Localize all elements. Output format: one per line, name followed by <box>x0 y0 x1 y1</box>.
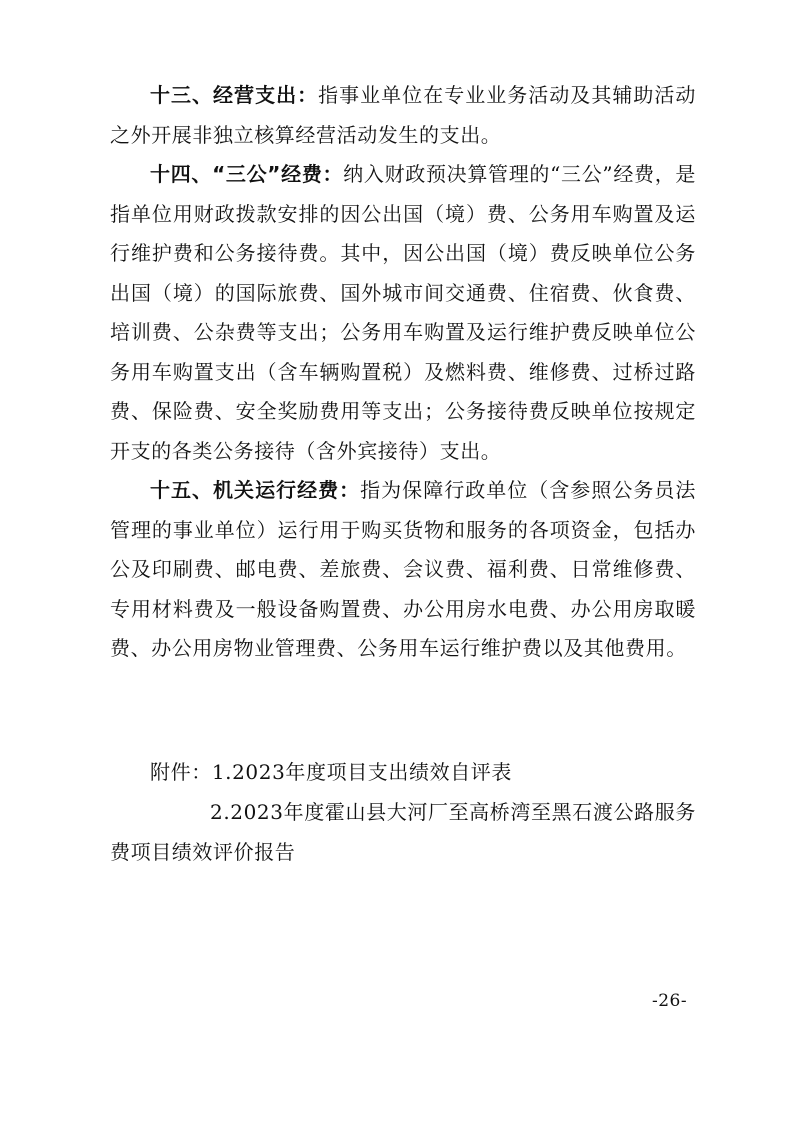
paragraph-three-public-expenses <box>110 155 696 471</box>
paragraph-business-expenditure <box>110 76 696 155</box>
paragraph-body: 指为保障行政单位（含参照公务员法管理的事业单位）运行用于购买货物和服务的各项资金，包括办公及印刷费、邮电费、差旅费、会议费、福利费、日常维修费、专用材料费及一般设备购置费、办公用房水电费、办公用房取暖费、办公用房物业管理费、公务用车运行维护费以及其他费用。 <box>110 478 696 660</box>
paragraph-heading: 十四、“三公”经费： <box>150 162 344 186</box>
paragraph-heading: 十五、机关运行经费： <box>150 478 361 502</box>
attachment-item-1: 1.2023年度项目支出绩效自评表 <box>211 760 512 784</box>
page-number: -26- <box>652 991 688 1011</box>
attachment-label: 附件： <box>150 760 212 784</box>
paragraph-body: 指事业单位在专业业务活动及其辅助活动之外开展非独立核算经营活动发生的支出。 <box>110 83 696 147</box>
paragraph-heading: 十三、经营支出： <box>150 83 319 107</box>
attachment-list <box>150 753 512 793</box>
attachment-item-2: 2.2023年度霍山县大河厂至高桥湾至黑石渡公路服务费项目绩效评价报告 <box>110 800 696 864</box>
paragraph-body: 纳入财政预决算管理的“三公”经费，是指单位用财政拨款安排的因公出国（境）费、公务用车购置及运行维护费和公务接待费。其中，因公出国（境）费反映单位公务出国（境）的国际旅费、国外城市间交通费、住宿费、伙食费、培训费、公杂费等支出；公务用车购置及运行维护费反映单位公务用车购置支出（含车辆购置税）及燃料费、维修费、过桥过路费、保险费、安全奖励费用等支出；公务接待费反映单位按规定开支的各类公务接待（含外宾接待）支出。 <box>110 162 696 463</box>
paragraph-agency-operating-expenses <box>110 471 696 669</box>
